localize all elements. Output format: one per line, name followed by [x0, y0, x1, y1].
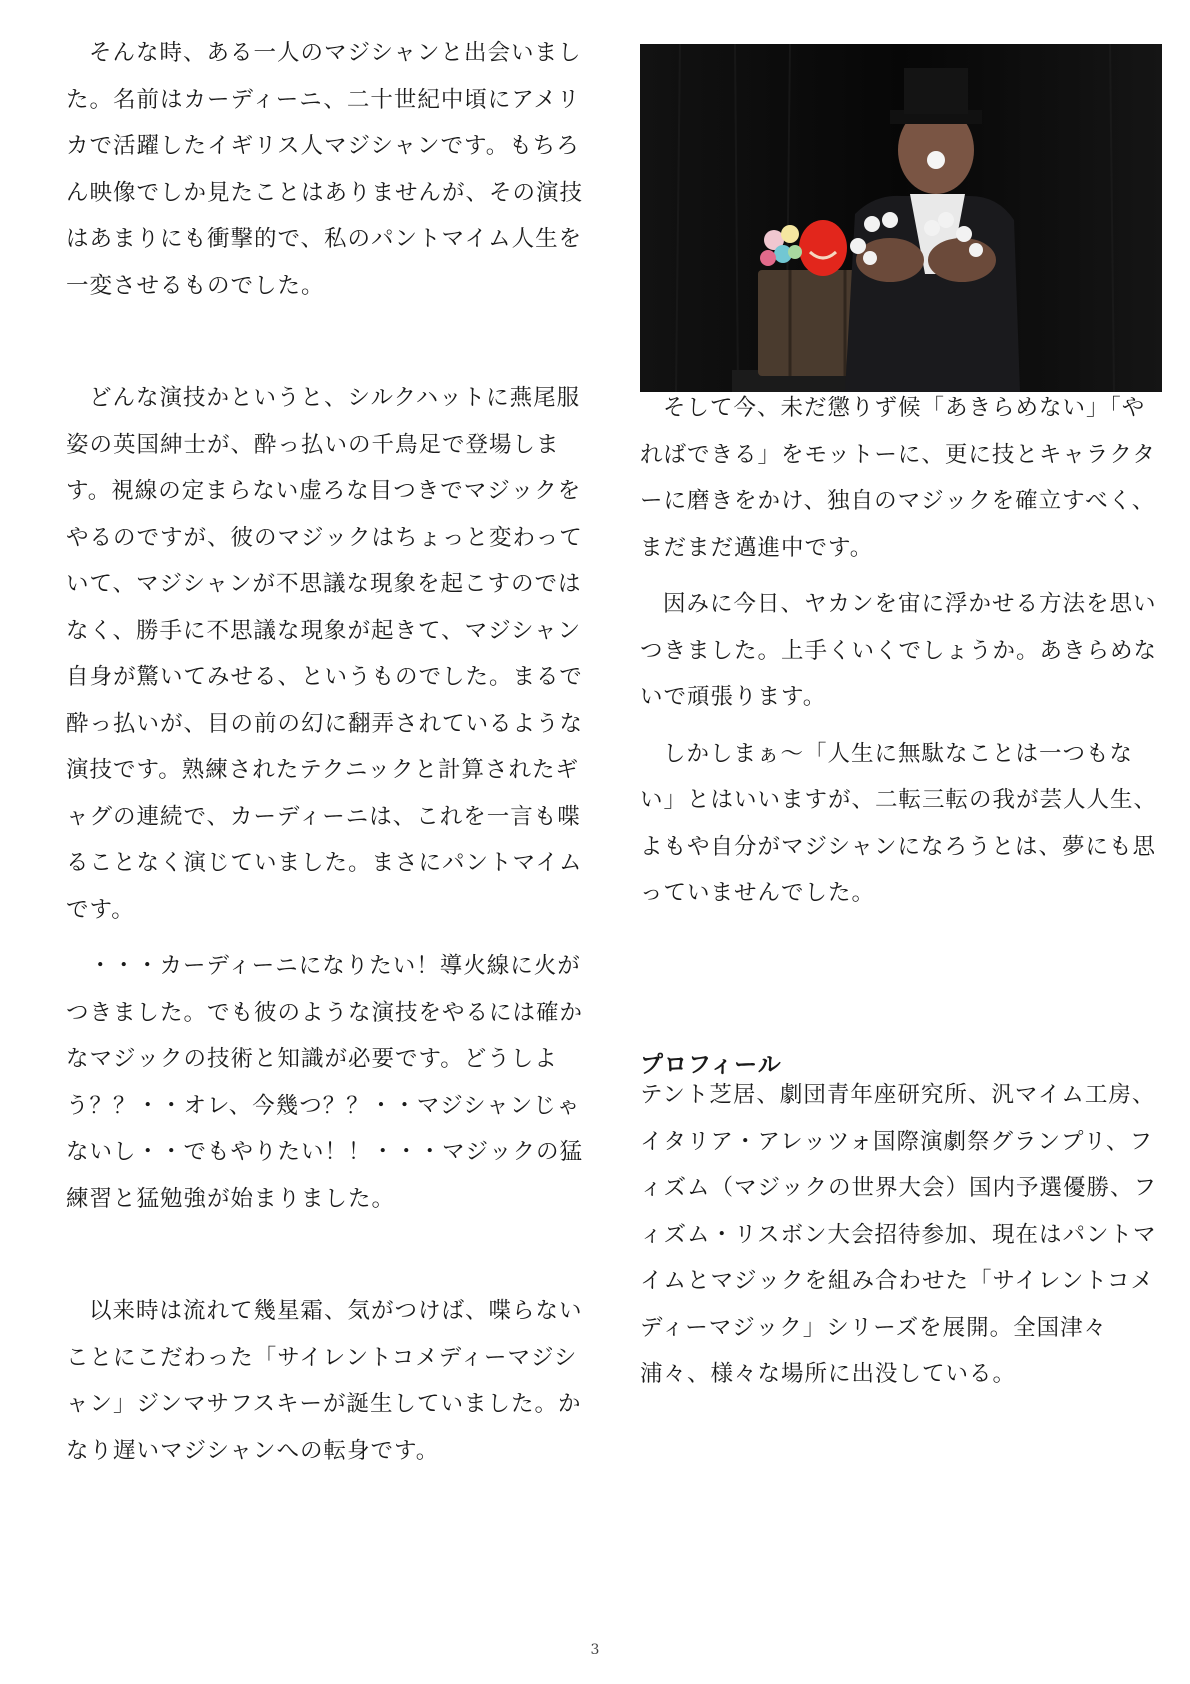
right-column — [640, 385, 1160, 917]
top-hat — [904, 68, 968, 114]
paragraph-spacer — [66, 1222, 586, 1288]
paragraph-meeting-cardini: そんな時、ある一人のマジシャンと出会いました。名前はカーディーニ、二十世紀中頃にアメリカで活躍したイギリス人マジシャンです。もちろん映像でしか見たことはありませんが、その演技はあまりにも衝撃的で、私のパントマイム人生を一変させるものでした。 — [66, 40, 584, 299]
paragraph-silent-comedy-magician: 以来時は流れて幾星霜、気がつけば、喋らないことにこだわった「サイレントコメディーマジシャン」ジンマサフスキーが誕生していました。かなり遅いマジシャンへの転身です。 — [66, 1298, 583, 1464]
paragraph-cardini-act: どんな演技かというと、シルクハットに燕尾服姿の英国紳士が、酔っ払いの千鳥足で登場します。視線の定まらない虚ろな目つきでマジックをやるのですが、彼のマジックはちょっと変わっていて、マジシャンが不思議な現象を起こすのではなく、勝手に不思議な現象が起きて、マジシャン自身が驚いてみせる、というものでした。まるで酔っ払いが、目の前の幻に翻弄されているような演技です。熟練されたテクニックと計算されたギャグの連続で、カーディーニは、これを一言も喋ることなく演じていました。まさにパントマイムです。 — [66, 385, 584, 923]
paragraph-spacer — [640, 571, 1160, 581]
ball-in-mouth — [927, 151, 945, 169]
profile-body: テント芝居、劇団青年座研究所、汎マイム工房、イタリア・アレッツォ国際演劇祭グランプリ、フィズム（マジックの世界大会）国内予選優勝、フィズム・リスボン大会招待参加、現在はパントマイムとマジックを組み合わせた「サイレントコメディーマジック」シリーズを展開。全国津々 浦々、様々な場所に出没している。 — [640, 1082, 1158, 1387]
paragraph-spacer — [640, 721, 1160, 731]
paragraph-spacer — [66, 933, 586, 943]
magician-photo — [640, 44, 1162, 392]
page-number: 3 — [590, 1642, 600, 1658]
red-balloon — [799, 220, 847, 276]
paragraph-spacer — [66, 309, 586, 375]
magician-illustration — [640, 44, 1162, 392]
profile-heading: プロフィール — [640, 1052, 782, 1078]
paragraph-life-reflection: しかしまぁ～「人生に無駄なことは一つもない」とはいいますが、二転三転の我が芸人人生、よもや自分がマジシャンになろうとは、夢にも思っていませんでした。 — [640, 740, 1158, 906]
paragraph-floating-kettle: 因みに今日、ヤカンを宙に浮かせる方法を思いつきました。上手くいくでしょうか。あきらめないで頑張ります。 — [640, 591, 1158, 710]
paragraph-inspiration: ・・・カーディーニになりたい！導火線に火がつきました。でも彼のような演技をやるには確かなマジックの技術と知識が必要です。どうしよう？？・・オレ、今幾つ？？・・マジシャンじゃないし・・でもやりたい！！・・・マジックの猛練習と猛勉強が始まりました。 — [66, 953, 584, 1212]
paragraph-motto: そして今、未だ懲りず候「あきらめない」「やればできる」をモットーに、更に技とキャラクターに磨きをかけ、独自のマジックを確立すべく、まだまだ邁進中です。 — [640, 395, 1156, 561]
left-column — [66, 30, 586, 1474]
